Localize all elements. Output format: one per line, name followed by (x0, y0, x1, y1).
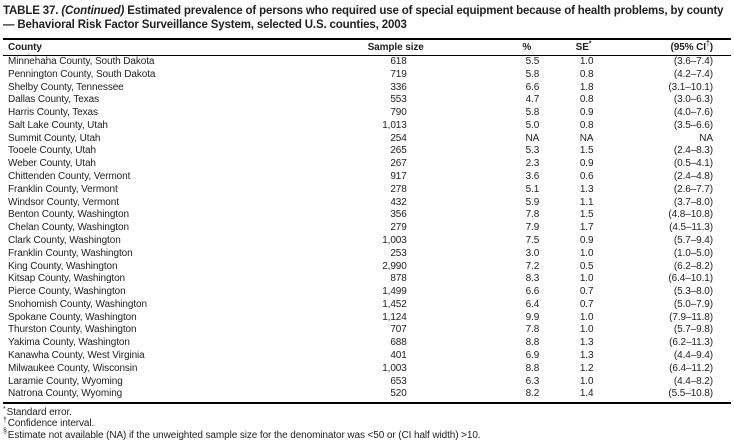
cell-se: 0.5 (579, 260, 594, 272)
footnote-standard-error (3, 407, 731, 418)
cell-percent: 8.3 (525, 273, 540, 285)
column-header-sample-size-label: Sample size (367, 42, 424, 53)
cell-county: Pierce County, Washington (8, 286, 126, 298)
cell-sample-size: 279 (390, 222, 407, 234)
cell-percent: 6.4 (525, 298, 540, 310)
cell-ci: (7.9–11.8) (669, 311, 713, 323)
table-title-text: Estimated prevalence of persons who required use of special equipment because of health problems, by county — Behavioral Risk Factor Surveillance System, selected U.S. counties, 2003 (3, 5, 724, 31)
cell-county: Dallas County, Texas (8, 94, 100, 106)
cell-sample-size: 1,452 (382, 298, 407, 310)
table-row (3, 376, 731, 389)
cell-sample-size: 719 (390, 68, 407, 80)
cell-sample-size: 254 (390, 132, 407, 144)
cell-percent: 6.6 (525, 81, 540, 93)
ci-footnote-marker: † (705, 40, 710, 48)
cell-ci: (3.5–6.6) (673, 119, 713, 131)
cell-se: 1.0 (579, 311, 594, 323)
cell-county: Windsor County, Vermont (8, 196, 119, 208)
cell-se: 0.7 (579, 286, 594, 298)
table-row (3, 184, 731, 197)
cell-percent: 5.3 (525, 145, 540, 157)
cell-percent: 9.9 (525, 311, 540, 323)
cell-county: Kanawha County, West Virginia (8, 349, 145, 361)
footnote-standard-error-text: Standard error. (6, 407, 72, 419)
cell-se: 1.5 (579, 209, 594, 221)
cell-se: 0.7 (579, 298, 594, 310)
cell-ci: (4.5–11.3) (669, 222, 713, 234)
cell-percent: 8.8 (525, 362, 540, 374)
cell-se: 1.3 (579, 337, 594, 349)
cell-county: Benton County, Washington (8, 209, 129, 221)
cell-county: Milwaukee County, Wisconsin (8, 362, 138, 374)
cell-sample-size: 1,003 (382, 362, 407, 374)
cell-county: Snohomish County, Washington (8, 298, 147, 310)
cell-county: Weber County, Utah (8, 158, 96, 170)
cell-percent: 5.1 (525, 183, 540, 195)
cell-percent: 5.8 (525, 68, 540, 80)
table-row (3, 261, 731, 274)
cell-ci: (4.0–7.6) (673, 107, 713, 119)
cell-percent: 8.2 (427, 388, 543, 403)
cell-ci: (2.4–4.8) (673, 171, 713, 183)
cell-county: Shelby County, Tennessee (8, 81, 124, 93)
cell-percent: 6.3 (525, 375, 540, 387)
cell-sample-size: 917 (390, 171, 407, 183)
cell-ci: (5.7–9.4) (673, 234, 713, 246)
cell-ci: NA (699, 132, 713, 144)
cell-percent: 2.3 (525, 158, 540, 170)
cell-ci: (4.4–8.2) (673, 375, 713, 387)
section-marker: § (3, 428, 7, 436)
cell-sample-size: 878 (390, 273, 407, 285)
table-row (3, 69, 731, 82)
cell-se: 1.2 (579, 362, 594, 374)
table-row (3, 209, 731, 222)
table-number-label: TABLE 37. (3, 5, 62, 17)
column-header-county-label: County (8, 42, 42, 53)
table-row (3, 197, 731, 210)
cell-se: 1.5 (579, 145, 594, 157)
cell-sample-size: 401 (390, 349, 407, 361)
cell-sample-size: 1,124 (382, 311, 407, 323)
cell-se: 0.8 (579, 119, 594, 131)
column-header-ci (596, 39, 731, 56)
cell-se: 0.9 (579, 234, 594, 246)
cell-sample-size: 688 (390, 337, 407, 349)
cell-sample-size: 278 (390, 183, 407, 195)
cell-percent: 4.7 (525, 94, 540, 106)
cell-ci: (5.3–8.0) (673, 286, 713, 298)
cell-county: Franklin County, Washington (8, 247, 133, 259)
cell-se: 0.6 (579, 171, 594, 183)
cell-ci: (2.6–7.7) (673, 183, 713, 195)
cell-sample-size: 707 (390, 324, 407, 336)
cell-county: Laramie County, Wyoming (8, 375, 123, 387)
cell-sample-size: 267 (390, 158, 407, 170)
cell-sample-size: 553 (390, 94, 407, 106)
cell-sample-size: 336 (390, 81, 407, 93)
footnote-estimate-na (3, 430, 731, 441)
cell-se: 1.0 (579, 273, 594, 285)
dagger-marker: † (3, 417, 7, 425)
cell-ci: (4.4–9.4) (673, 349, 713, 361)
cell-sample-size: 432 (390, 196, 407, 208)
cell-county: Chelan County, Washington (8, 222, 129, 234)
cell-sample-size: 253 (390, 247, 407, 259)
footnote-confidence-interval (3, 418, 731, 429)
footnote-confidence-interval-text: Confidence interval. (7, 418, 95, 430)
cell-percent: 7.8 (525, 324, 540, 336)
cell-ci: (4.2–7.4) (673, 68, 713, 80)
cell-percent: 7.9 (525, 222, 540, 234)
cell-ci: (6.2–8.2) (673, 260, 713, 272)
table-row (3, 94, 731, 107)
cell-ci: (3.0–6.3) (673, 94, 713, 106)
table-row (3, 235, 731, 248)
cell-sample-size: 618 (390, 56, 407, 67)
cell-county: Salt Lake County, Utah (8, 119, 108, 131)
cell-county: Yakima County, Washington (8, 337, 130, 349)
cell-sample-size: 265 (390, 145, 407, 157)
cell-percent: 6.6 (525, 286, 540, 298)
cell-percent: 6.9 (525, 349, 540, 361)
cell-county: Harris County, Texas (8, 107, 98, 119)
cell-ci: (5.5–10.8) (596, 388, 731, 403)
cell-se: 1.1 (579, 196, 594, 208)
cell-percent: 7.8 (525, 209, 540, 221)
table-row (3, 299, 731, 312)
cell-se: 1.0 (579, 375, 594, 387)
table-row (3, 133, 731, 146)
cell-county: Minnehaha County, South Dakota (8, 56, 155, 67)
cell-county: Natrona County, Wyoming (3, 388, 344, 403)
table-row (3, 312, 731, 325)
cell-sample-size: 1,003 (382, 234, 407, 246)
cell-se: 1.3 (579, 349, 594, 361)
cell-se: 1.8 (579, 81, 594, 93)
cell-sample-size: 356 (390, 209, 407, 221)
cell-percent: NA (525, 132, 540, 144)
cell-county: Thurston County, Washington (8, 324, 137, 336)
table-row (3, 286, 731, 299)
table-row (3, 324, 731, 337)
header-row (3, 39, 731, 56)
cell-county: Spokane County, Washington (8, 311, 137, 323)
cell-percent: 7.5 (525, 234, 540, 246)
cell-percent: 5.0 (525, 119, 540, 131)
cell-se: 0.9 (579, 158, 594, 170)
table-row (3, 350, 731, 363)
table-row (3, 171, 731, 184)
column-header-se (543, 39, 596, 56)
cell-percent: 3.0 (525, 247, 540, 259)
cell-ci: (5.0–7.9) (673, 298, 713, 310)
column-header-percent-label: % (522, 42, 532, 53)
cell-ci: (6.2–11.3) (669, 337, 713, 349)
cell-ci: (6.4–10.1) (668, 273, 713, 285)
cell-se: 1.0 (579, 324, 594, 336)
cell-ci: (5.7–9.8) (673, 324, 713, 336)
cell-percent: 5.5 (525, 56, 540, 67)
table-row (3, 363, 731, 376)
table-row (3, 248, 731, 261)
cell-percent: 3.6 (525, 171, 540, 183)
prevalence-table (3, 38, 731, 404)
table-row (3, 337, 731, 350)
cell-ci: (2.4–8.3) (673, 145, 713, 157)
cell-county: King County, Washington (8, 260, 118, 272)
table-row (3, 120, 731, 133)
table-row (3, 107, 731, 120)
table-row (3, 273, 731, 286)
cell-sample-size: 653 (390, 375, 407, 387)
table-header (3, 39, 731, 56)
table-row (3, 388, 731, 403)
table-body (3, 56, 731, 404)
cell-se: 1.0 (579, 247, 594, 259)
cell-sample-size: 2,990 (382, 260, 407, 272)
continued-label: (Continued) (61, 5, 125, 17)
column-header-ci-suffix: ) (709, 42, 713, 53)
cell-ci: (3.6–7.4) (673, 56, 713, 67)
cell-se: 1.3 (579, 183, 594, 195)
table-row (3, 222, 731, 235)
cell-county: Franklin County, Vermont (8, 183, 118, 195)
asterisk-marker: * (3, 405, 6, 413)
cell-percent: 5.9 (525, 196, 540, 208)
table-row (3, 82, 731, 95)
cell-ci: (6.4–11.2) (669, 362, 713, 374)
se-footnote-marker: * (588, 40, 592, 48)
footnote-estimate-na-text: Estimate not available (NA) if the unweighted sample size for the denominator was <50 or (CI half width) >10. (7, 429, 481, 441)
cell-percent: 8.8 (525, 337, 540, 349)
cell-se: 1.0 (579, 56, 594, 67)
cell-se: 1.7 (579, 222, 594, 234)
table-row (3, 158, 731, 171)
cell-county: Clark County, Washington (8, 234, 121, 246)
footnotes (3, 407, 731, 441)
cell-ci: (4.8–10.8) (668, 209, 713, 221)
cell-county: Tooele County, Utah (8, 145, 96, 157)
cell-se: 1.4 (543, 388, 596, 403)
column-header-county (3, 39, 344, 56)
cell-county: Chittenden County, Vermont (8, 171, 131, 183)
cell-county: Pennington County, South Dakota (8, 68, 156, 80)
cell-ci: (1.0–5.0) (673, 247, 713, 259)
cell-sample-size: 1,013 (382, 119, 407, 131)
cell-ci: (3.1–10.1) (668, 81, 713, 93)
cell-county: Kitsap County, Washington (8, 273, 126, 285)
column-header-ci-label: (95% CI (670, 42, 706, 53)
cell-ci: (0.5–4.1) (673, 158, 713, 170)
cell-se: NA (579, 132, 594, 144)
column-header-se-label: SE (575, 42, 589, 53)
cell-sample-size: 790 (390, 107, 407, 119)
cell-ci: (3.7–8.0) (673, 196, 713, 208)
cell-se: 0.8 (579, 94, 594, 106)
cell-sample-size: 520 (344, 388, 426, 403)
table-row (3, 145, 731, 158)
page-title (0, 0, 734, 32)
cell-se: 0.8 (579, 68, 594, 80)
cell-percent: 7.2 (525, 260, 540, 272)
table-row (3, 56, 731, 69)
column-header-percent (427, 39, 543, 56)
column-header-sample-size (344, 39, 426, 56)
cell-county: Summit County, Utah (8, 132, 101, 144)
cell-se: 0.9 (579, 107, 594, 119)
cell-sample-size: 1,499 (382, 286, 407, 298)
cell-percent: 5.8 (525, 107, 540, 119)
